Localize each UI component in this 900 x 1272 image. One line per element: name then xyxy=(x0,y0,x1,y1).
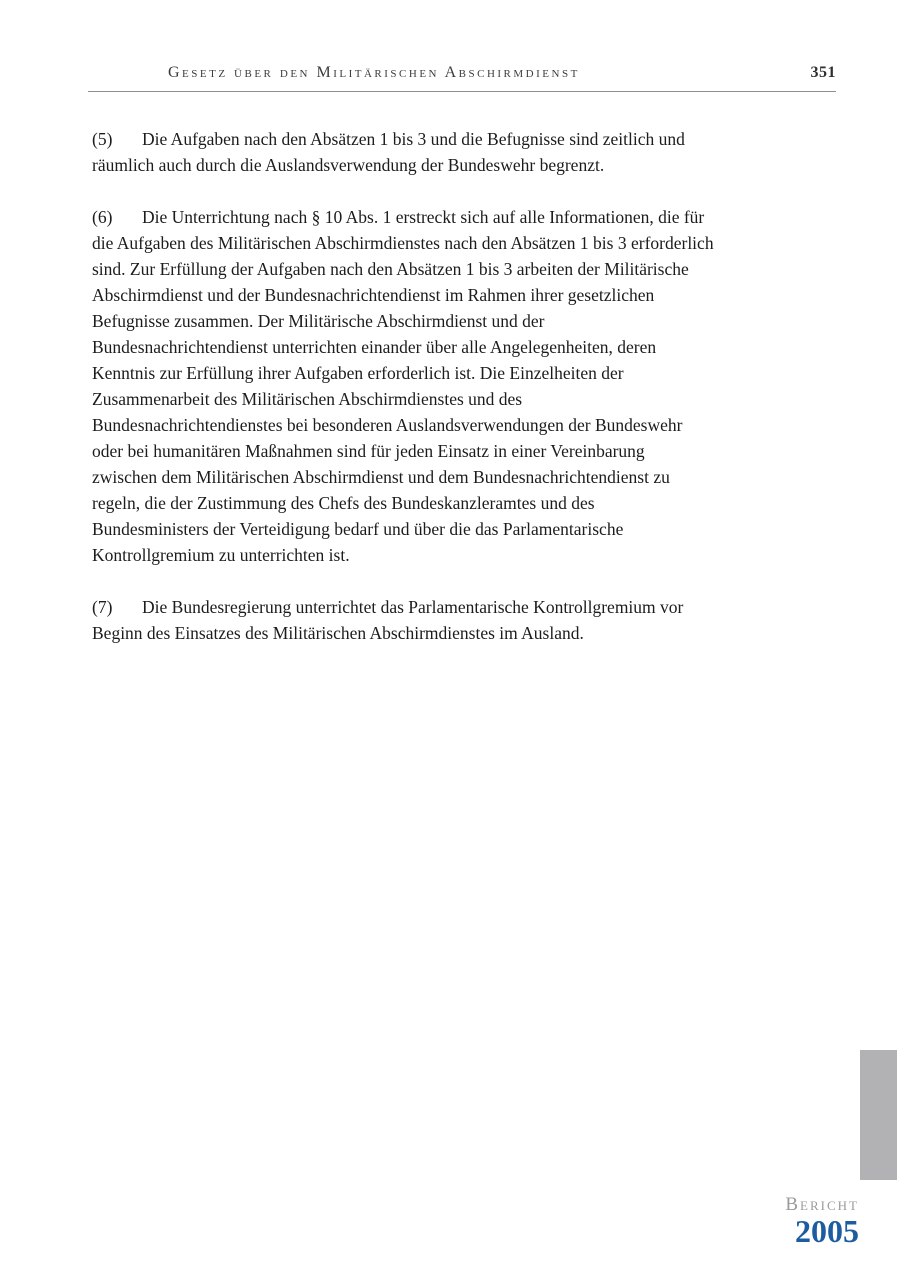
paragraph-text: Die Unterrichtung nach § 10 Abs. 1 erstreckt sich auf alle Informationen, die für die Aufgaben des Militärischen Abschirmdienstes nach den Absätzen 1 bis 3 erforderlich sind. Zur Erfüllung der Aufgaben nach den Absätzen 1 bis 3 arbeiten der Militärische Abschirmdienst und der Bundesnachrichtendienst im Rahmen ihrer gesetzlichen Befugnisse zusammen. Der Militärische Abschirmdienst und der Bundesnachrichtendienst unterrichten einander über alle Angelegenheiten, deren Kenntnis zur Erfüllung ihrer Aufgaben erforderlich ist. Die Einzelheiten der Zusammenarbeit des Militärischen Abschirmdienstes und des Bundesnachrichtendienstes bei besonderen Auslandsverwendungen der Bundeswehr oder bei humanitären Maßnahmen sind für jeden Einsatz in einer Vereinbarung zwischen dem Militärischen Abschirmdienst und dem Bundesnachrichtendienst zu regeln, die der Zustimmung des Chefs des Bundeskanzleramtes und des Bundesministers der Verteidigung bedarf und über die das Parlamentarische Kontrollgremium zu unterrichten ist. xyxy=(92,207,714,565)
margin-gray-bar xyxy=(860,1050,897,1180)
document-body xyxy=(92,126,714,672)
paragraph-text: Die Aufgaben nach den Absätzen 1 bis 3 und die Befugnisse sind zeitlich und räumlich auch durch die Auslandsverwendung der Bundeswehr begrenzt. xyxy=(92,129,685,175)
paragraph-5 xyxy=(92,126,714,178)
page-number: 351 xyxy=(810,64,836,81)
page-header xyxy=(88,64,836,92)
report-footer-label xyxy=(785,1194,859,1249)
paragraph-6 xyxy=(92,204,714,568)
bericht-year: 2005 xyxy=(795,1213,859,1249)
paragraph-number: (6) xyxy=(92,207,113,227)
page-header-title: Gesetz über den Militärischen Abschirmdienst xyxy=(168,64,580,81)
paragraph-text: Die Bundesregierung unterrichtet das Parlamentarische Kontrollgremium vor Beginn des Einsatzes des Militärischen Abschirmdienstes im Ausland. xyxy=(92,597,684,643)
paragraph-7 xyxy=(92,594,714,646)
paragraph-number: (7) xyxy=(92,597,113,617)
bericht-label: Bericht xyxy=(785,1194,859,1215)
paragraph-number: (5) xyxy=(92,129,113,149)
